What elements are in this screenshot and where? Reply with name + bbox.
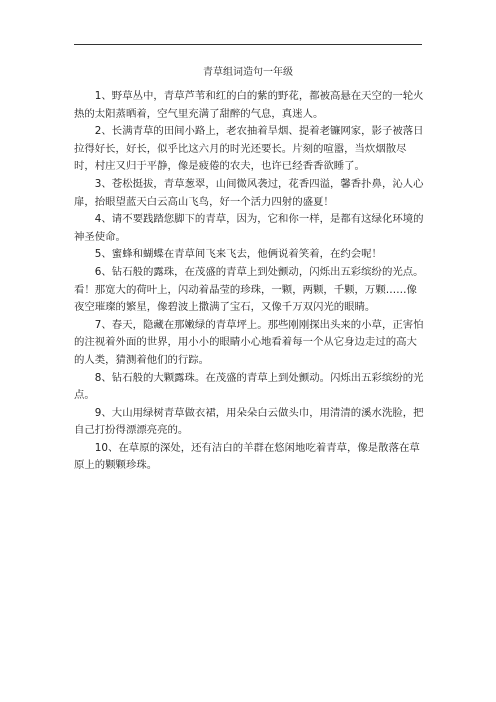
paragraph-3: 3、苍松挺拔，青草葱翠，山间微风袭过，花香四溢，馨香扑鼻，沁人心扉，抬眼望蓝天白云高山飞鸟，好一个活力四射的盛夏！ [74,177,424,208]
document-title: 青草组词造句一年级 [203,67,293,78]
paragraph-1: 1、野草丛中，青草芦苇和红的白的紫的野花，都被高悬在天空的一轮火热的太阳蒸晒着，空气里充满了甜醉的气息，真迷人。 [74,90,424,120]
paragraph-8: 8、钻石般的大颗露珠。在茂盛的青草上到处颤动。闪烁出五彩缤纷的光点。 [74,371,424,402]
header-rule [74,44,422,45]
paragraph-9: 9、大山用绿树青草做衣裙，用朵朵白云做头巾，用清清的溪水洗脸，把自己打扮得漂漂亮亮的。 [74,406,424,437]
paragraph-10: 10、在草原的深处，还有洁白的羊群在悠闲地吃着青草，像是散落在草原上的颗颗珍珠。 [74,441,420,472]
paragraph-7: 7、春天，隐藏在那嫩绿的青草坪上。那些刚刚探出头来的小草，正害怕的注视着外面的世界，用小小的眼睛小心地看着每一个从它身边走过的高大的人类，猜测着他们的行踪。 [74,318,424,366]
paragraph-5: 5、蜜蜂和蝴蝶在青草间飞来飞去，他俩说着笑着，在约会呢！ [94,248,382,261]
paragraph-2: 2、长满青草的田间小路上，老农抽着旱烟、提着老镰网家，影子被落日拉得好长，好长，似乎比这六月的时光还要长。片刻的喧嚣，当炊烟散尽时，村庄又归于平静，像是疲倦的农夫，也许已经香香欲睡了。 [74,125,424,173]
document-body [74,88,424,475]
paragraph-6: 6、钻石般的露珠，在茂盛的青草上到处颤动，闪烁出五彩缤纷的光点。看！那宽大的荷叶上，闪动着晶莹的珍珠，一颗，两颗，千颗，万颗……像夜空璀璨的繁星，像碧波上撒满了宝石，又像千万双闪光的眼睛。 [74,265,424,314]
paragraph-4: 4、请不要践踏您脚下的青草，因为，它和你一样，是都有这绿化环境的神圣使命。 [74,213,424,243]
